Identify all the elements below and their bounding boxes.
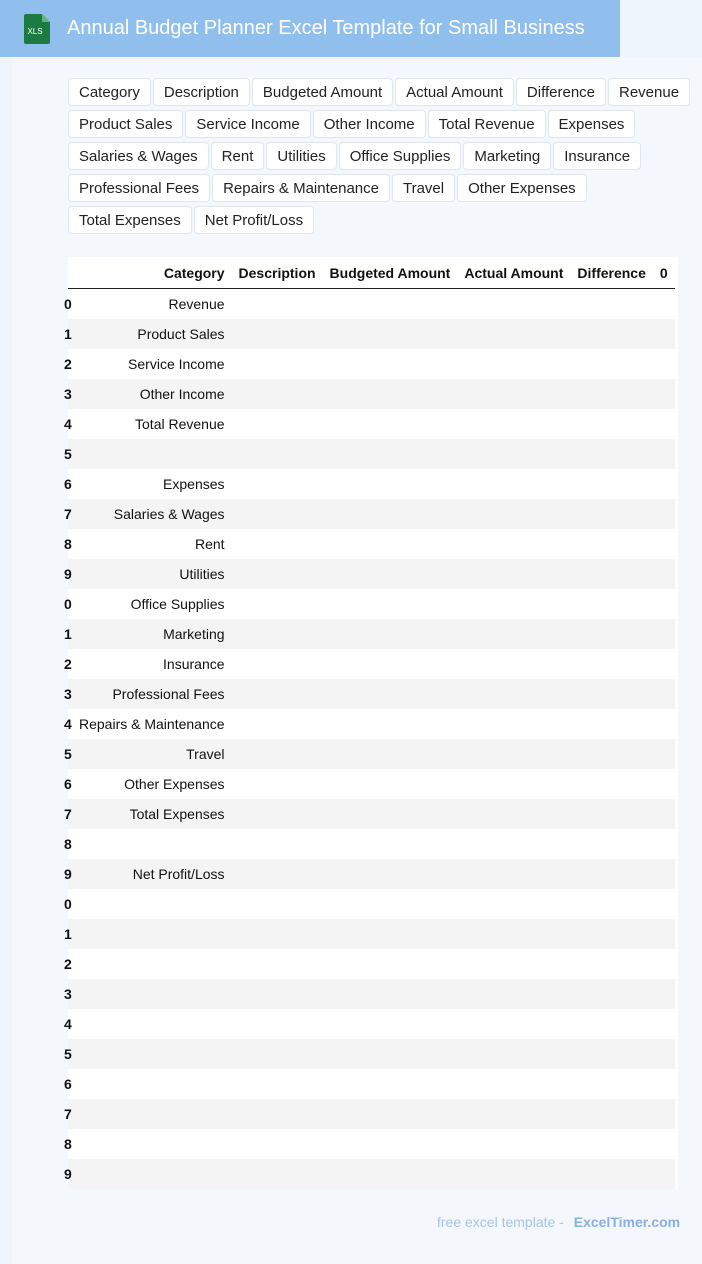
row-index: 6 [68,769,72,799]
row-index: 8 [68,529,72,559]
difference-cell[interactable] [570,739,652,769]
difference-cell[interactable] [570,919,652,949]
description-cell[interactable] [232,559,323,589]
tag-item[interactable]: Professional Fees [68,174,210,202]
category-cell[interactable] [72,979,232,1009]
row-index: 0 [68,289,72,320]
budgeted-amount-cell[interactable] [323,439,458,469]
budgeted-amount-cell[interactable] [323,409,458,439]
description-cell[interactable] [232,1009,323,1039]
budgeted-amount-cell[interactable] [323,829,458,859]
extra-cell[interactable] [653,559,675,589]
description-cell[interactable] [232,439,323,469]
description-cell[interactable] [232,889,323,919]
row-index: 2 [68,349,72,379]
budgeted-amount-cell[interactable] [323,499,458,529]
table-row [68,439,675,469]
extra-cell[interactable] [653,379,675,409]
tag-item[interactable]: Product Sales [68,110,183,138]
row-index: 9 [68,1159,72,1189]
row-index: 1 [68,619,72,649]
tag-item[interactable]: Revenue [608,78,690,106]
table-row [68,889,675,919]
difference-cell[interactable] [570,949,652,979]
budgeted-amount-cell[interactable] [323,529,458,559]
category-cell[interactable]: Other Income [72,379,232,409]
row-index: 1 [68,919,72,949]
category-cell[interactable] [72,1129,232,1159]
difference-cell[interactable] [570,409,652,439]
table-row [68,799,675,829]
budgeted-amount-cell[interactable] [323,769,458,799]
header-row [68,257,675,289]
table-row [68,769,675,799]
difference-cell[interactable] [570,439,652,469]
difference-cell[interactable] [570,859,652,889]
difference-cell[interactable] [570,1099,652,1129]
difference-cell[interactable] [570,979,652,1009]
category-cell[interactable]: Revenue [72,289,232,320]
budgeted-amount-cell[interactable] [323,319,458,349]
difference-cell[interactable] [570,319,652,349]
budgeted-amount-cell[interactable] [323,619,458,649]
row-index: 7 [68,1099,72,1129]
tag-item[interactable]: Service Income [185,110,310,138]
extra-cell[interactable] [653,349,675,379]
budgeted-amount-cell[interactable] [323,889,458,919]
category-cell[interactable]: Repairs & Maintenance [72,709,232,739]
description-cell[interactable] [232,679,323,709]
budgeted-amount-cell[interactable] [323,559,458,589]
row-index: 1 [68,319,72,349]
tag-item[interactable]: Other Expenses [457,174,587,202]
actual-amount-cell[interactable] [457,529,570,559]
table-row [68,409,675,439]
actual-amount-cell[interactable] [457,829,570,859]
difference-cell[interactable] [570,679,652,709]
extra-cell[interactable] [653,739,675,769]
category-cell[interactable]: Travel [72,739,232,769]
tag-item[interactable]: Insurance [553,142,641,170]
row-index: 7 [68,799,72,829]
table-row [68,469,675,499]
actual-amount-cell[interactable] [457,679,570,709]
extra-cell[interactable] [653,499,675,529]
extra-cell[interactable] [653,799,675,829]
description-cell[interactable] [232,319,323,349]
table-row [68,589,675,619]
category-cell[interactable]: Insurance [72,649,232,679]
tag-item[interactable]: Repairs & Maintenance [212,174,390,202]
actual-amount-cell[interactable] [457,1069,570,1099]
category-cell[interactable]: Total Expenses [72,799,232,829]
budgeted-amount-cell[interactable] [323,1039,458,1069]
category-cell[interactable]: Other Expenses [72,769,232,799]
table-row [68,1129,675,1159]
description-cell[interactable] [232,649,323,679]
description-cell[interactable] [232,739,323,769]
row-index: 6 [68,1069,72,1099]
category-cell[interactable] [72,1069,232,1099]
extra-cell[interactable] [653,469,675,499]
difference-cell[interactable] [570,349,652,379]
column-header-difference[interactable]: Difference [570,257,652,289]
description-cell[interactable] [232,919,323,949]
budgeted-amount-cell[interactable] [323,289,458,320]
actual-amount-cell[interactable] [457,919,570,949]
tag-item[interactable]: Category [68,78,151,106]
difference-cell[interactable] [570,469,652,499]
difference-cell[interactable] [570,559,652,589]
tag-item[interactable]: Marketing [463,142,551,170]
category-cell[interactable]: Service Income [72,349,232,379]
budgeted-amount-cell[interactable] [323,349,458,379]
actual-amount-cell[interactable] [457,1039,570,1069]
category-cell[interactable]: Salaries & Wages [72,499,232,529]
difference-cell[interactable] [570,889,652,919]
row-index: 4 [68,1009,72,1039]
budgeted-amount-cell[interactable] [323,649,458,679]
description-cell[interactable] [232,409,323,439]
tag-item[interactable]: Salaries & Wages [68,142,209,170]
description-cell[interactable] [232,469,323,499]
difference-cell[interactable] [570,799,652,829]
extra-cell[interactable] [653,319,675,349]
table-row [68,919,675,949]
table-row [68,1069,675,1099]
budgeted-amount-cell[interactable] [323,1129,458,1159]
tag-item[interactable]: Utilities [266,142,336,170]
extra-cell[interactable] [653,919,675,949]
extra-cell[interactable] [653,289,675,320]
description-cell[interactable] [232,349,323,379]
description-cell[interactable] [232,619,323,649]
table-row [68,379,675,409]
actual-amount-cell[interactable] [457,439,570,469]
budgeted-amount-cell[interactable] [323,1069,458,1099]
difference-cell[interactable] [570,1009,652,1039]
actual-amount-cell[interactable] [457,859,570,889]
description-cell[interactable] [232,1039,323,1069]
extra-cell[interactable] [653,409,675,439]
actual-amount-cell[interactable] [457,559,570,589]
extra-cell[interactable] [653,1129,675,1159]
description-cell[interactable] [232,859,323,889]
category-cell[interactable]: Total Revenue [72,409,232,439]
category-cell[interactable]: Expenses [72,469,232,499]
table-row [68,679,675,709]
extra-cell[interactable] [653,1159,675,1189]
table-row [68,979,675,1009]
category-cell[interactable] [72,829,232,859]
row-index: 6 [68,469,72,499]
actual-amount-cell[interactable] [457,379,570,409]
category-cell[interactable]: Professional Fees [72,679,232,709]
difference-cell[interactable] [570,379,652,409]
category-cell[interactable] [72,1039,232,1069]
row-index: 3 [68,379,72,409]
description-cell[interactable] [232,1099,323,1129]
extra-cell[interactable] [653,769,675,799]
category-cell[interactable] [72,439,232,469]
table-row [68,1099,675,1129]
tag-item[interactable]: Actual Amount [395,78,514,106]
tag-item[interactable]: Travel [392,174,455,202]
difference-cell[interactable] [570,649,652,679]
column-header-description[interactable]: Description [232,257,323,289]
actual-amount-cell[interactable] [457,1159,570,1189]
tag-item[interactable]: Budgeted Amount [252,78,393,106]
row-index: 3 [68,679,72,709]
column-header-extra[interactable]: 0 [653,257,675,289]
excel-file-icon [22,14,50,44]
category-cell[interactable] [72,919,232,949]
difference-cell[interactable] [570,829,652,859]
row-index: 4 [68,709,72,739]
budgeted-amount-cell[interactable] [323,949,458,979]
column-header-budgeted-amount[interactable]: Budgeted Amount [323,257,458,289]
description-cell[interactable] [232,829,323,859]
budgeted-amount-cell[interactable] [323,919,458,949]
tag-item[interactable]: Rent [211,142,265,170]
difference-cell[interactable] [570,709,652,739]
table-row [68,349,675,379]
footer-credit [437,1214,680,1230]
difference-cell[interactable] [570,589,652,619]
spreadsheet [64,257,678,1189]
category-cell[interactable] [72,949,232,979]
budgeted-amount-cell[interactable] [323,679,458,709]
actual-amount-cell[interactable] [457,709,570,739]
actual-amount-cell[interactable] [457,769,570,799]
row-index: 5 [68,439,72,469]
row-index: 8 [68,1129,72,1159]
category-cell[interactable] [72,1009,232,1039]
extra-cell[interactable] [653,829,675,859]
extra-cell[interactable] [653,889,675,919]
actual-amount-cell[interactable] [457,589,570,619]
difference-cell[interactable] [570,1129,652,1159]
difference-cell[interactable] [570,619,652,649]
budgeted-amount-cell[interactable] [323,589,458,619]
table-row [68,859,675,889]
category-cell[interactable] [72,889,232,919]
table-row [68,1039,675,1069]
description-cell[interactable] [232,709,323,739]
footer-prefix: free excel template - [437,1214,564,1230]
actual-amount-cell[interactable] [457,619,570,649]
actual-amount-cell[interactable] [457,799,570,829]
extra-cell[interactable] [653,439,675,469]
table-row [68,739,675,769]
budgeted-amount-cell[interactable] [323,1159,458,1189]
budgeted-amount-cell[interactable] [323,1009,458,1039]
table-row [68,529,675,559]
extra-cell[interactable] [653,679,675,709]
category-cell[interactable] [72,1099,232,1129]
tag-item[interactable]: Other Income [313,110,426,138]
row-index: 7 [68,499,72,529]
tag-item[interactable]: Description [153,78,250,106]
table-row [68,1159,675,1189]
difference-cell[interactable] [570,1039,652,1069]
row-index: 2 [68,949,72,979]
row-index: 0 [68,889,72,919]
category-cell[interactable]: Rent [72,529,232,559]
table-row [68,649,675,679]
row-index: 4 [68,409,72,439]
category-cell[interactable] [72,1159,232,1189]
tag-item[interactable]: Difference [516,78,606,106]
extra-cell[interactable] [653,589,675,619]
description-cell[interactable] [232,1129,323,1159]
description-cell[interactable] [232,1069,323,1099]
table-row [68,499,675,529]
column-header-actual-amount[interactable]: Actual Amount [457,257,570,289]
row-index: 5 [68,739,72,769]
svg-text:XLS: XLS [27,27,43,36]
description-cell[interactable] [232,529,323,559]
table-row [68,559,675,589]
row-index: 2 [68,649,72,679]
actual-amount-cell[interactable] [457,319,570,349]
table-row [68,619,675,649]
description-cell[interactable] [232,289,323,320]
category-cell[interactable]: Marketing [72,619,232,649]
description-cell[interactable] [232,379,323,409]
actual-amount-cell[interactable] [457,1009,570,1039]
extra-cell[interactable] [653,1039,675,1069]
actual-amount-cell[interactable] [457,1099,570,1129]
actual-amount-cell[interactable] [457,1129,570,1159]
description-cell[interactable] [232,799,323,829]
extra-cell[interactable] [653,1009,675,1039]
row-index: 3 [68,979,72,1009]
row-index: 5 [68,1039,72,1069]
actual-amount-cell[interactable] [457,499,570,529]
actual-amount-cell[interactable] [457,469,570,499]
extra-cell[interactable] [653,709,675,739]
extra-cell[interactable] [653,1069,675,1099]
column-header-category[interactable]: Category [72,257,232,289]
difference-cell[interactable] [570,1159,652,1189]
tag-item[interactable]: Total Revenue [428,110,546,138]
budgeted-amount-cell[interactable] [323,859,458,889]
table-row [68,1009,675,1039]
difference-cell[interactable] [570,289,652,320]
extra-cell[interactable] [653,859,675,889]
description-cell[interactable] [232,589,323,619]
tag-item[interactable]: Net Profit/Loss [194,206,314,234]
actual-amount-cell[interactable] [457,289,570,320]
difference-cell[interactable] [570,529,652,559]
tag-item[interactable]: Expenses [548,110,636,138]
tag-item[interactable]: Office Supplies [339,142,462,170]
table-row [68,709,675,739]
budgeted-amount-cell[interactable] [323,469,458,499]
tag-list [68,78,698,234]
budgeted-amount-cell[interactable] [323,1099,458,1129]
actual-amount-cell[interactable] [457,409,570,439]
extra-cell[interactable] [653,619,675,649]
actual-amount-cell[interactable] [457,979,570,1009]
actual-amount-cell[interactable] [457,349,570,379]
budgeted-amount-cell[interactable] [323,799,458,829]
description-cell[interactable] [232,949,323,979]
page-title: Annual Budget Planner Excel Template for Small Business [67,17,585,39]
table-row [68,829,675,859]
table-row [68,289,675,320]
difference-cell[interactable] [570,769,652,799]
table-row [68,319,675,349]
budgeted-amount-cell[interactable] [323,379,458,409]
description-cell[interactable] [232,1159,323,1189]
actual-amount-cell[interactable] [457,889,570,919]
description-cell[interactable] [232,769,323,799]
budgeted-amount-cell[interactable] [323,979,458,1009]
tag-item[interactable]: Total Expenses [68,206,192,234]
difference-cell[interactable] [570,499,652,529]
extra-cell[interactable] [653,649,675,679]
actual-amount-cell[interactable] [457,949,570,979]
extra-cell[interactable] [653,1099,675,1129]
category-cell[interactable]: Office Supplies [72,589,232,619]
budgeted-amount-cell[interactable] [323,709,458,739]
description-cell[interactable] [232,499,323,529]
category-cell[interactable]: Net Profit/Loss [72,859,232,889]
budget-table [64,257,675,1189]
description-cell[interactable] [232,979,323,1009]
category-cell[interactable]: Utilities [72,559,232,589]
row-index: 8 [68,829,72,859]
budgeted-amount-cell[interactable] [323,739,458,769]
actual-amount-cell[interactable] [457,649,570,679]
table-row [68,949,675,979]
actual-amount-cell[interactable] [457,739,570,769]
row-index: 0 [68,589,72,619]
category-cell[interactable]: Product Sales [72,319,232,349]
difference-cell[interactable] [570,1069,652,1099]
row-index: 9 [68,559,72,589]
row-index: 9 [68,859,72,889]
extra-cell[interactable] [653,529,675,559]
footer-brand-link[interactable]: ExcelTimer.com [573,1214,681,1230]
extra-cell[interactable] [653,979,675,1009]
extra-cell[interactable] [653,949,675,979]
